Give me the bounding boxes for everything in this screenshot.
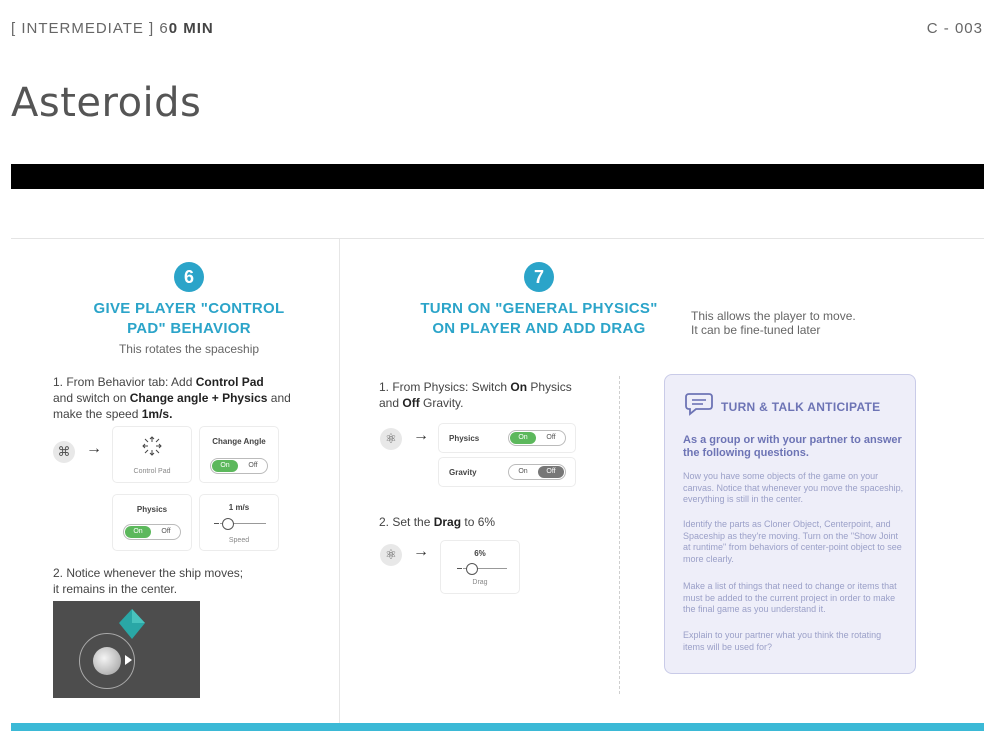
drag-slider[interactable]	[463, 563, 507, 575]
slider-minus	[457, 568, 462, 569]
text: and switch on	[53, 391, 130, 405]
control-pad-card	[113, 427, 191, 482]
text: Gravity.	[419, 396, 464, 410]
change-angle-label: Change Angle	[212, 437, 266, 446]
atom-icon: ⚛	[380, 428, 402, 450]
gravity-toggle[interactable]	[508, 464, 566, 480]
joystick-ball	[93, 647, 121, 675]
level-prefix: [ INTERMEDIATE ] 6	[11, 20, 169, 37]
gravity-label: Gravity	[449, 468, 477, 477]
toggle-on[interactable]: On	[518, 468, 528, 475]
physics-row	[439, 424, 575, 452]
turn-talk-box	[664, 374, 916, 674]
atom-icon: ⚛	[380, 544, 402, 566]
toggle-off[interactable]: Off	[546, 434, 556, 441]
step-7-note	[691, 309, 891, 337]
change-angle-card	[200, 427, 278, 482]
step-7-title-line2: ON PLAYER AND ADD DRAG	[432, 320, 646, 337]
turn-talk-paragraph-4: Explain to your partner what you think the rotating items will be used for?	[683, 630, 882, 652]
change-angle-toggle[interactable]	[210, 458, 268, 474]
text: to 6%	[461, 515, 496, 529]
play-icon	[125, 655, 132, 665]
turn-talk-paragraph-2: Identify the parts as Cloner Object, Centerpoint, and Spaceship as they're moving. Turn on the "Show Joint at runtime" from behaviors of center-point object to see more clearly.	[683, 519, 902, 564]
step-7-title	[393, 299, 685, 339]
speed-caption: Speed	[228, 537, 250, 544]
step-7-number: 7	[524, 262, 554, 292]
step-6-instruction-1	[53, 374, 333, 422]
step-6-number: 6	[174, 262, 204, 292]
physics-toggle[interactable]	[508, 430, 566, 446]
level-duration	[11, 20, 214, 37]
text-bold: On	[510, 380, 528, 394]
text: 2. Set the	[379, 515, 434, 529]
step-6-title-line1: GIVE PLAYER "CONTROL	[93, 300, 285, 317]
control-pad-label: Control Pad	[133, 468, 171, 475]
text: It can be fine-tuned later	[691, 323, 821, 337]
toggle-off[interactable]: Off	[538, 466, 564, 478]
lesson-image	[11, 164, 984, 731]
text-bold: 1m/s.	[141, 407, 173, 421]
physics-label: Physics	[136, 505, 168, 514]
divider-horizontal	[11, 238, 984, 239]
slider-knob[interactable]	[466, 563, 478, 575]
chat-bubble-icon	[684, 392, 714, 416]
lesson-code: C - 003	[926, 20, 983, 37]
physics-label: Physics	[449, 434, 480, 443]
drag-caption: Drag	[472, 579, 488, 586]
spaceship-icon	[119, 609, 145, 639]
turn-talk-heading: TURN & TALK ANTICIPATE	[721, 400, 881, 414]
physics-card	[113, 495, 191, 550]
divider-dashed	[619, 376, 620, 694]
text: Physics	[527, 380, 572, 394]
text-bold: Control Pad	[195, 375, 264, 389]
text: 1. From Physics: Switch	[379, 380, 511, 394]
text: it remains in the center.	[53, 582, 178, 596]
right-arrow-icon: →	[413, 543, 429, 560]
toggle-off[interactable]: Off	[161, 528, 171, 535]
speed-value: 1 m/s	[228, 503, 250, 512]
duration-bold: 0 MIN	[168, 20, 214, 37]
text: 1. From Behavior tab: Add	[53, 375, 196, 389]
ship-screenshot	[53, 601, 200, 698]
gravity-row	[439, 458, 575, 486]
physics-toggle[interactable]	[123, 524, 181, 540]
toggle-on[interactable]: On	[510, 432, 536, 444]
step-6-subtitle: This rotates the spaceship	[118, 342, 260, 356]
step-6-title	[51, 299, 327, 339]
turn-talk-paragraph-1: Now you have some objects of the game on your canvas. Notice that whenever you move the spaceship, everything is still in the center.	[683, 471, 904, 504]
drag-card	[441, 541, 519, 593]
speed-card	[200, 495, 278, 550]
turn-talk-paragraph-3: Make a list of things that need to change or items that must be added to the current project in order to make the final game as you understand it.	[683, 581, 897, 614]
text: and	[379, 396, 403, 410]
toggle-on[interactable]: On	[212, 460, 238, 472]
speed-slider[interactable]	[220, 518, 266, 530]
lesson-meta	[11, 20, 983, 40]
text-bold: Drag	[433, 515, 462, 529]
toggle-on[interactable]: On	[125, 526, 151, 538]
control-pad-glyph-icon	[142, 436, 162, 456]
page-title: Asteroids	[11, 80, 202, 126]
text: make the speed	[53, 407, 142, 421]
step-6-title-line2: PAD" BEHAVIOR	[127, 320, 251, 337]
drag-value: 6%	[474, 549, 486, 558]
image-bottom-bar	[11, 723, 984, 731]
slider-minus	[214, 523, 219, 524]
right-arrow-icon: →	[86, 440, 102, 457]
step-7-instruction-2	[379, 514, 609, 530]
text: This allows the player to move.	[691, 309, 856, 323]
text-bold: Change angle + Physics	[129, 391, 268, 405]
text: and	[267, 391, 291, 405]
step-6-instruction-2	[53, 565, 333, 597]
image-top-bar	[11, 164, 984, 189]
step-7-title-line1: TURN ON "GENERAL PHYSICS"	[420, 300, 658, 317]
step-7-instruction-1	[379, 379, 609, 411]
slider-knob[interactable]	[222, 518, 234, 530]
toggle-off[interactable]: Off	[248, 462, 258, 469]
right-arrow-icon: →	[413, 427, 429, 444]
control-pad-icon: ⌘	[53, 441, 75, 463]
text-bold: Off	[402, 396, 420, 410]
divider-vertical	[339, 239, 340, 731]
text: 2. Notice whenever the ship moves;	[53, 566, 244, 580]
turn-talk-question: As a group or with your partner to answer the following questions.	[683, 434, 902, 459]
